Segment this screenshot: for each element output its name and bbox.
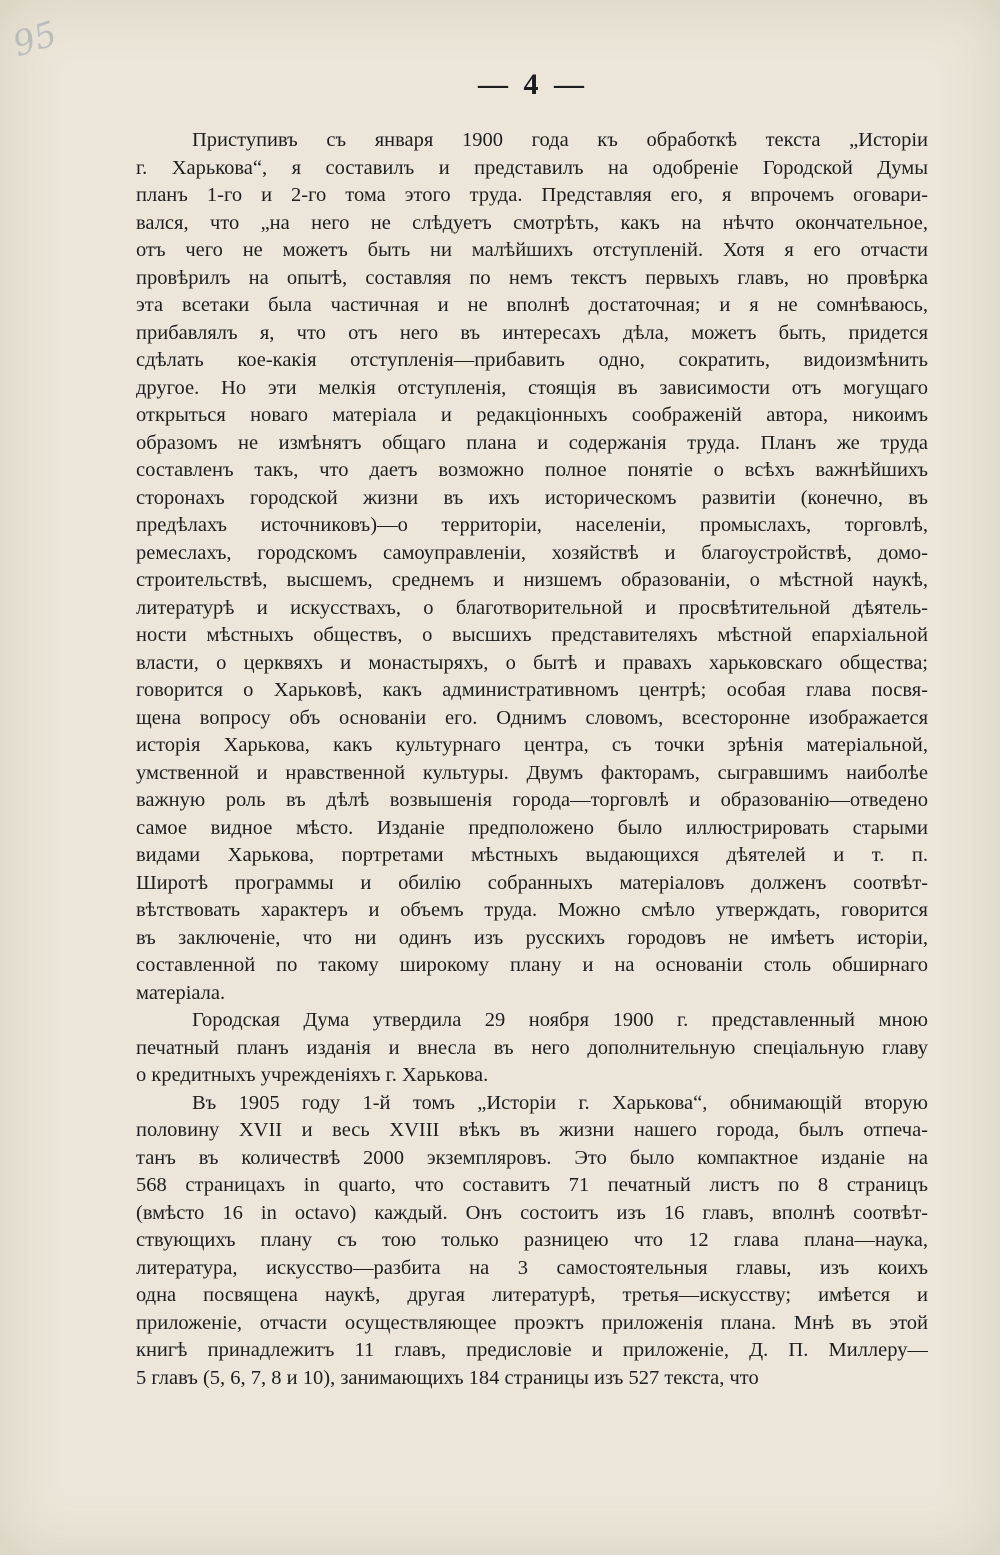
text-line: исторія Харькова, какъ культурнаго центра, съ точки зрѣнія матеріальной, — [136, 734, 928, 756]
text-line: умственной и нравственной культуры. Двумъ факторамъ, сыгравшимъ наиболѣе — [136, 761, 928, 784]
text-line: составленной по такому широкому плану и на основаніи столь обширнаго — [136, 954, 928, 976]
text-line: вался, что „на него не слѣдуетъ смотрѣть, какъ на нѣчто окончательное, — [136, 211, 928, 234]
text-line: 5 главъ (5, 6, 7, 8 и 10), занимающихъ 184 страницы изъ 527 текста, что — [136, 1366, 759, 1389]
handwritten-margin-mark: 95 — [8, 13, 62, 66]
text-line: другое. Но эти мелкія отступленія, стоящія въ зависимости отъ могущаго — [136, 376, 928, 399]
text-line: предѣлахъ источниковъ)—о территоріи, населеніи, промыслахъ, торговлѣ, — [136, 514, 928, 536]
text-line: щена вопросу объ основаніи его. Однимъ словомъ, всесторонне изображается — [136, 706, 928, 729]
text-line: прибавлялъ я, что отъ него въ интересахъ дѣла, можетъ быть, придется — [136, 321, 928, 344]
text-line: видами Харькова, портретами мѣстныхъ выдающихся дѣятелей и т. п. — [136, 844, 928, 866]
text-line: Приступивъ съ января 1900 года къ обработкѣ текста „Исторіи — [192, 129, 928, 151]
text-line: печатный планъ изданія и внесла въ него дополнительную спеціальную главу — [136, 1036, 928, 1059]
body-text — [136, 127, 928, 1392]
text-line: 568 страницахъ in quarto, что составитъ 71 печатный листъ по 8 страницъ — [136, 1174, 928, 1196]
text-line: г. Харькова“, я составилъ и представилъ на одобреніе Городской Думы — [136, 156, 928, 179]
page-number: — 4 — — [478, 68, 588, 101]
text-line: Широтѣ программы и обилію собранныхъ матеріаловъ долженъ соотвѣт- — [136, 871, 928, 894]
text-line: Въ 1905 году 1-й томъ „Исторіи г. Харькова“, обнимающій вторую — [192, 1091, 928, 1114]
text-line: ремеслахъ, городскомъ самоуправленіи, хозяйствѣ и благоустройствѣ, домо- — [136, 541, 928, 564]
text-line: ности мѣстныхъ обществъ, о высшихъ представителяхъ мѣстной епархіальной — [136, 624, 928, 646]
text-line: важную роль въ дѣлѣ возвышенія города—торговлѣ и образованію—отведено — [136, 789, 928, 811]
text-line: книгѣ принадлежитъ 11 главъ, предисловіе и приложеніе, Д. П. Миллеру— — [136, 1339, 928, 1361]
text-line: матеріала. — [136, 981, 226, 1004]
text-line: провѣрилъ на опытѣ, составляя по немъ текстъ первыхъ главъ, но провѣрка — [136, 266, 928, 289]
text-line: сдѣлать кое-какія отступленія—прибавить одно, сократить, видоизмѣнить — [136, 349, 928, 371]
text-line: половину XVII и весь XVIII вѣкъ въ жизни нашего города, былъ отпеча- — [136, 1119, 928, 1141]
text-line: говорится о Харьковѣ, какъ административномъ центрѣ; особая глава посвя- — [136, 679, 928, 701]
text-line: отъ чего не можетъ быть ни малѣйшихъ отступленій. Хотя я его отчасти — [136, 239, 928, 261]
text-line: литература, искусство—разбита на 3 самостоятельныя главы, изъ коихъ — [136, 1256, 928, 1279]
text-line: вѣтствовать характеръ и объемъ труда. Можно смѣло утверждать, говорится — [136, 899, 928, 921]
paragraph — [136, 1090, 928, 1393]
text-line: танъ въ количествѣ 2000 экземпляровъ. Это было компактное изданіе на — [136, 1146, 928, 1169]
text-line: (вмѣсто 16 in octavo) каждый. Онъ состоитъ изъ 16 главъ, вполнѣ соотвѣт- — [136, 1201, 928, 1224]
text-line: въ заключеніе, что ни одинъ изъ русскихъ городовъ не имѣетъ исторіи, — [136, 926, 928, 949]
text-line: литературѣ и искусствахъ, о благотворительной и просвѣтительной дѣятель- — [136, 596, 928, 619]
text-line: власти, о церквяхъ и монастыряхъ, о бытѣ и правахъ харьковскаго общества; — [136, 651, 928, 674]
text-line: сторонахъ городской жизни въ ихъ историческомъ развитіи (конечно, въ — [136, 486, 928, 509]
text-line: открыться новаго матеріала и редакціонныхъ соображеній автора, никоимъ — [136, 404, 928, 426]
text-line: строительствѣ, высшемъ, среднемъ и низшемъ образованіи, о мѣстной наукѣ, — [136, 569, 928, 591]
text-line: самое видное мѣсто. Изданіе предположено было иллюстрировать старыми — [136, 816, 928, 839]
text-line: образомъ не измѣнятъ общаго плана и содержанія труда. Планъ же труда — [136, 431, 928, 454]
paragraph — [136, 1007, 928, 1090]
text-line: одна посвящена наукѣ, другая литературѣ, третья—искусству; имѣется и — [136, 1284, 928, 1306]
text-line: ствующихъ плану съ тою только разницею что 12 глава плана—наука, — [136, 1229, 928, 1251]
text-line: планъ 1-го и 2-го тома этого труда. Представляя его, я впрочемъ оговари- — [136, 184, 928, 206]
text-line: Городская Дума утвердила 29 ноября 1900 г. представленный мною — [192, 1009, 928, 1031]
paragraph — [136, 127, 928, 1007]
text-line: составленъ такъ, что даетъ возможно полное понятіе о всѣхъ важнѣйшихъ — [136, 459, 928, 481]
text-line: эта всетаки была частичная и не вполнѣ достаточная; и я не сомнѣваюсь, — [136, 294, 928, 316]
text-line: приложеніе, отчасти осуществляющее проэктъ приложенія плана. Мнѣ въ этой — [136, 1311, 928, 1334]
text-line: о кредитныхъ учрежденіяхъ г. Харькова. — [136, 1064, 489, 1086]
